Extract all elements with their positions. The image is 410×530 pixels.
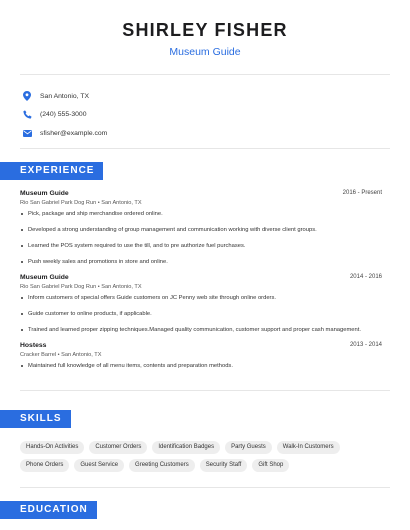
section-education-heading: EDUCATION <box>0 501 97 519</box>
contact-phone-text: (240) 555-3000 <box>40 111 87 118</box>
email-icon <box>20 126 34 140</box>
experience-bullet: Maintained full knowledge of all menu items, contents and preparation methods. <box>20 363 382 370</box>
experience-company: Rio San Gabriel Park Dog Run • San Antonio, TX <box>20 284 142 290</box>
experience-item <box>20 190 382 275</box>
resume-header <box>0 0 410 58</box>
skill-chip: Customer Orders <box>89 441 147 454</box>
phone-icon <box>20 108 34 122</box>
skill-chip: Security Staff <box>200 459 248 472</box>
skill-chip: Gift Shop <box>252 459 289 472</box>
experience-bullet: Learned the POS system required to use the till, and to pre authorize fuel purchases. <box>20 243 382 250</box>
experience-bullet: Pick, package and ship merchandise ordered online. <box>20 211 382 218</box>
skill-chip: Identification Badges <box>152 441 220 454</box>
divider <box>20 148 390 149</box>
experience-bullet: Push weekly sales and promotions in store and online. <box>20 259 382 266</box>
divider <box>20 390 390 391</box>
contact-email <box>20 124 410 142</box>
experience-bullet: Trained and learned proper zipping techniques.Managed quality communication, customer support and proper cash management. <box>20 327 382 334</box>
experience-dates: 2014 - 2016 <box>349 274 382 280</box>
experience-bullet: Developed a strong understanding of group management and communication working with diverse client groups. <box>20 227 382 234</box>
skill-chip: Phone Orders <box>20 459 69 472</box>
person-name: SHIRLEY FISHER <box>122 20 288 40</box>
contact-location <box>20 87 410 105</box>
experience-bullet: Inform customers of special offers Guide customers on JC Penny web site through online orders. <box>20 295 382 302</box>
skill-chip: Guest Service <box>74 459 124 472</box>
contact-info <box>0 75 410 142</box>
contact-location-text: San Antonio, TX <box>40 92 89 100</box>
contact-phone <box>20 106 410 124</box>
experience-title: Museum Guide <box>20 274 69 281</box>
skill-chip: Walk-In Customers <box>277 441 340 454</box>
divider <box>20 487 390 488</box>
experience-company: Cracker Barrel • San Antonio, TX <box>20 352 102 358</box>
experience-item <box>20 274 382 343</box>
skill-chip: Greeting Customers <box>129 459 195 472</box>
experience-title: Museum Guide <box>20 190 69 197</box>
location-pin-icon <box>20 89 34 103</box>
skills-list <box>20 441 390 477</box>
skill-chip: Hands-On Activities <box>20 441 84 454</box>
experience-title: Hostess <box>20 342 47 349</box>
experience-bullets <box>20 211 382 266</box>
experience-dates: 2016 - Present <box>342 190 382 196</box>
experience-dates: 2013 - 2014 <box>349 342 382 348</box>
experience-company: Rio San Gabriel Park Dog Run • San Antonio, TX <box>20 200 142 206</box>
contact-email-text: sfisher@example.com <box>40 129 108 137</box>
experience-bullets <box>20 363 382 370</box>
section-skills-heading: SKILLS <box>0 410 71 428</box>
skill-chip: Party Guests <box>225 441 272 454</box>
experience-item <box>20 342 382 379</box>
experience-bullet: Guide customer to online products, if applicable. <box>20 311 382 318</box>
section-experience-heading: EXPERIENCE <box>0 162 103 180</box>
job-title: Museum Guide <box>169 46 241 58</box>
experience-bullets <box>20 295 382 334</box>
